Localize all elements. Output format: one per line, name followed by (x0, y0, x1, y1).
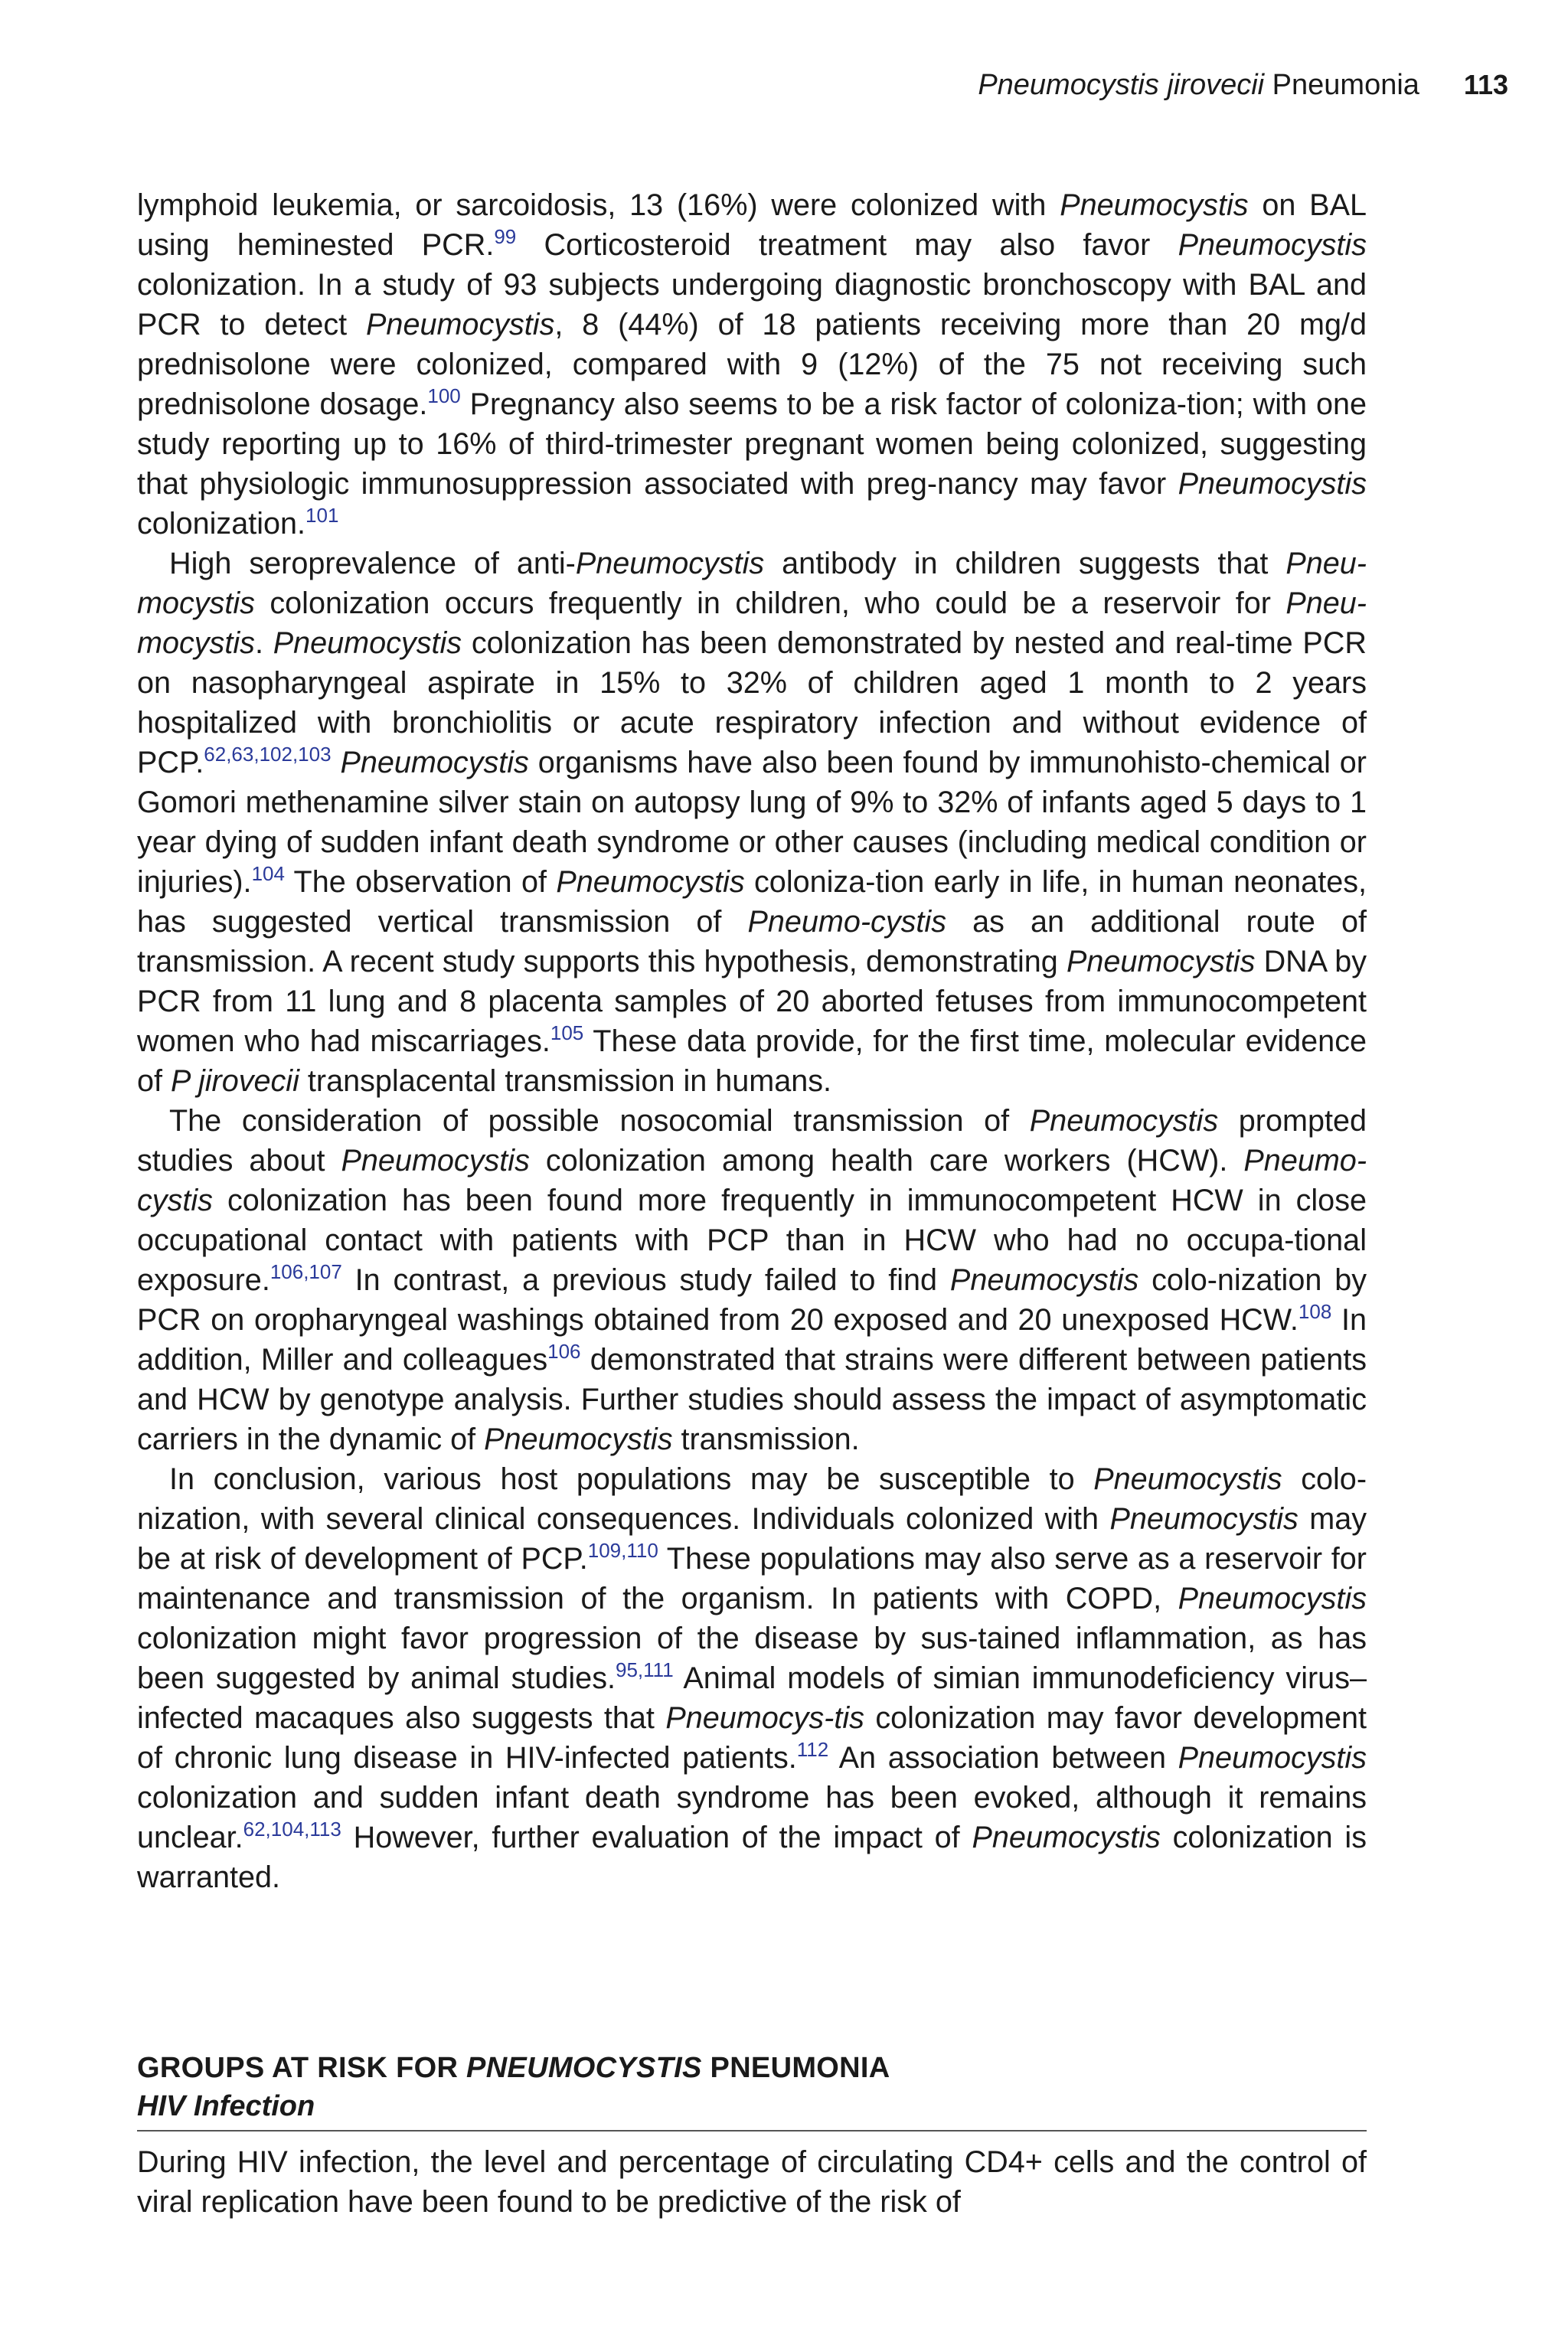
body-text (137, 185, 1367, 1897)
text-run: colo-nization by PCR on oropharyngeal washings obtained from 20 exposed and 20 unexposed HCW. (137, 1263, 1367, 1337)
text-run: colonization. In a study of 93 subjects undergoing diagnostic bronchoscopy with BAL and PCR to detect (137, 268, 1367, 341)
citation-reference[interactable]: 106 (547, 1340, 581, 1363)
italic-term: Pneu-mocystis (137, 586, 1367, 660)
italic-term: Pneumocystis (556, 865, 745, 899)
italic-term: Pneumocystis (1178, 228, 1367, 262)
body-paragraph (137, 544, 1367, 1101)
text-run: antibody in children suggests that (764, 547, 1286, 580)
italic-term: Pneumo-cystis (137, 1144, 1367, 1217)
citation-reference[interactable]: 62,63,102,103 (204, 743, 332, 766)
text-run: colonization occurs frequently in children, who could be a reservoir for (254, 586, 1286, 620)
italic-term: Pneumocystis (341, 1144, 530, 1178)
text-run: colonization might favor progression of the disease by sus-tained inflammation, as has been suggested by animal studies. (137, 1622, 1367, 1695)
citation-reference[interactable]: 106,107 (270, 1260, 342, 1283)
text-run: transplacental transmission in humans. (299, 1064, 832, 1098)
italic-term: Pneumocystis (1178, 467, 1367, 501)
section-paragraph: During HIV infection, the level and percentage of circulating CD4+ cells and the control of viral replication have been found to be predictive of the risk of (137, 2145, 1367, 2219)
text-run: The consideration of possible nosocomial transmission of (169, 1104, 1030, 1138)
text-run: . (254, 626, 273, 660)
text-run: , 8 (44%) of 18 patients receiving more than 20 mg/d prednisolone were colonized, compared with 9 (12%) of the 75 not receiving such prednisolone dosage. (137, 308, 1367, 421)
section-heading-prefix: GROUPS AT RISK FOR (137, 2052, 467, 2084)
text-run: The observation of (284, 865, 557, 899)
italic-term: Pneumocystis (1067, 945, 1256, 978)
italic-term: Pneumo-cystis (747, 905, 947, 939)
italic-term: Pneumocystis (340, 746, 529, 779)
citation-reference[interactable]: 109,110 (587, 1539, 658, 1562)
text-run: colonization has been found more frequently in immunocompetent HCW in close occupational contact with patients with PCP than in HCW who had no occupa-tional exposure. (137, 1184, 1367, 1297)
italic-term: Pneumocystis (273, 626, 462, 660)
italic-term: Pneumocystis (1109, 1502, 1298, 1536)
text-run: demonstrated that strains were different between patients and HCW by genotype analysis. Further studies should assess the impact of asymptomatic carriers in the dynamic of (137, 1343, 1367, 1456)
citation-reference[interactable]: 108 (1298, 1300, 1332, 1323)
citation-reference[interactable]: 112 (796, 1738, 829, 1761)
section-heading (137, 2049, 1367, 2087)
text-run: These populations may also serve as a reservoir for maintenance and transmission of the organism. In patients with COPD, (137, 1542, 1367, 1615)
running-header-title-rest: Pneumonia (1264, 68, 1419, 101)
text-run: However, further evaluation of the impact of (341, 1821, 972, 1854)
italic-term: Pneumocys-tis (665, 1701, 864, 1735)
page-number: 113 (1463, 69, 1508, 100)
citation-reference[interactable]: 101 (305, 504, 339, 527)
text-run: organisms have also been found by immunohisto-chemical or Gomori methenamine silver stain on autopsy lung of 9% to 32% of infants aged 5 days to 1 year dying of sudden infant death syndrome or other causes (including medical condition or injuries). (137, 746, 1367, 899)
italic-term: Pneumocystis (1178, 1741, 1367, 1775)
citation-reference[interactable]: 62,104,113 (243, 1818, 341, 1841)
text-run: These data provide, for the first time, molecular evidence of (137, 1024, 1367, 1098)
text-run: as an additional route of transmission. A recent study supports this hypothesis, demonstrating (137, 905, 1367, 978)
text-run: may be at risk of development of PCP. (137, 1502, 1367, 1576)
text-run: colo-nization, with several clinical consequences. Individuals colonized with (137, 1462, 1367, 1536)
citation-reference[interactable]: 95,111 (615, 1658, 674, 1681)
text-run: Animal models of simian immunodeficiency virus–infected macaques also suggests that (137, 1661, 1367, 1735)
text-run: High seroprevalence of anti- (169, 547, 576, 580)
text-run: In contrast, a previous study failed to find (341, 1263, 950, 1297)
text-run: Corticosteroid treatment may also favor (516, 228, 1178, 262)
body-paragraph (137, 185, 1367, 544)
italic-term: Pneumocystis (1060, 188, 1249, 222)
text-run: prompted studies about (137, 1104, 1367, 1178)
italic-term: Pneumocystis (1093, 1462, 1282, 1496)
text-run: DNA by PCR from 11 lung and 8 placenta samples of 20 aborted fetuses from immunocompetent women who had miscarriages. (137, 945, 1367, 1058)
running-header-title (978, 69, 1419, 102)
body-paragraph (137, 1459, 1367, 1897)
citation-reference[interactable]: 105 (550, 1021, 584, 1044)
text-run: colonization may favor development of chronic lung disease in HIV-infected patients. (137, 1701, 1367, 1775)
text-run: An association between (828, 1741, 1178, 1775)
section-groups-at-risk (137, 2049, 1367, 2222)
text-run: colonization. (137, 507, 306, 541)
text-run: transmission. (672, 1423, 860, 1456)
italic-term: Pneumocystis (575, 547, 765, 580)
text-run: coloniza-tion early in life, in human neonates, has suggested vertical transmission of (137, 865, 1367, 939)
citation-reference[interactable]: 100 (427, 384, 461, 407)
italic-term: P jirovecii (171, 1064, 299, 1098)
body-paragraph (137, 1101, 1367, 1459)
text-run: Pregnancy also seems to be a risk factor of coloniza-tion; with one study reporting up to 16% of third-trimester pregnant women being colonized, suggesting that physiologic immunosuppression associated with preg-nancy may favor (137, 387, 1367, 501)
italic-term: Pneumocystis (972, 1821, 1161, 1854)
text-run: on BAL using heminested PCR. (137, 188, 1367, 262)
running-header (880, 66, 1508, 104)
text-run: lymphoid leukemia, or sarcoidosis, 13 (16%) were colonized with (137, 188, 1060, 222)
text-run: colonization and sudden infant death syndrome has been evoked, although it remains unclear. (137, 1781, 1367, 1854)
citation-reference[interactable]: 99 (494, 225, 517, 248)
section-heading-italic: PNEUMOCYSTIS (466, 2052, 702, 2084)
running-header-title-italic: Pneumocystis jirovecii (978, 68, 1265, 101)
text-run: colonization among health care workers (HCW). (529, 1144, 1244, 1178)
italic-term: Pneumocystis (1029, 1104, 1219, 1138)
text-run (332, 746, 341, 779)
text-run: colonization is warranted. (137, 1821, 1367, 1894)
italic-term: Pneu-mocystis (137, 547, 1367, 620)
text-run: In conclusion, various host populations may be susceptible to (169, 1462, 1094, 1496)
italic-term: Pneumocystis (949, 1263, 1139, 1297)
italic-term: Pneumocystis (484, 1423, 673, 1456)
italic-term: Pneumocystis (1178, 1582, 1367, 1615)
text-run: colonization has been demonstrated by nested and real-time PCR on nasopharyngeal aspirate in 15% to 32% of children aged 1 month to 2 years hospitalized with bronchiolitis or acute respiratory infection and without evidence of PCP. (137, 626, 1367, 779)
section-heading-suffix: PNEUMONIA (701, 2052, 890, 2084)
subsection-heading: HIV Infection (137, 2087, 1367, 2132)
text-run: In addition, Miller and colleagues (137, 1303, 1367, 1377)
italic-term: Pneumocystis (366, 308, 555, 341)
citation-reference[interactable]: 104 (251, 862, 285, 885)
